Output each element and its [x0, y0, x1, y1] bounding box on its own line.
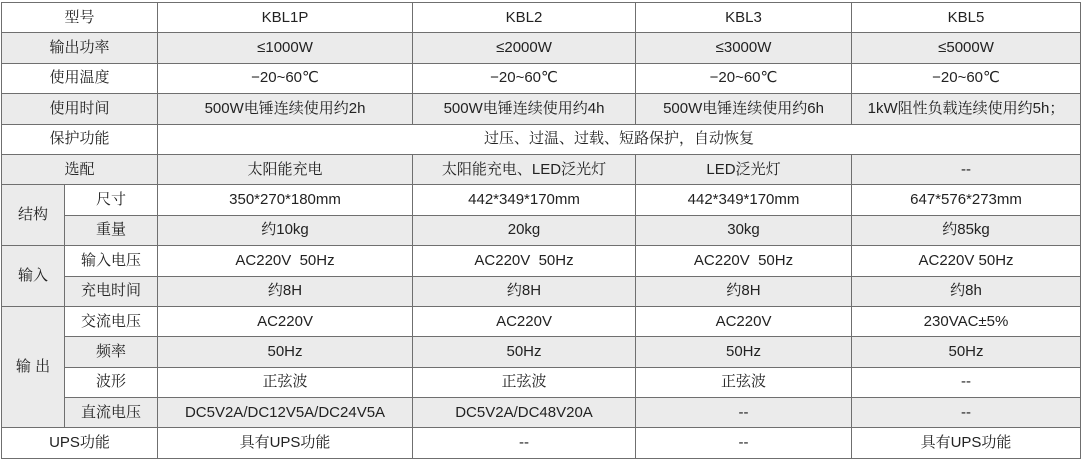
- row-label: 使用温度: [2, 63, 158, 93]
- cell: 230VAC±5%: [852, 306, 1081, 336]
- cell: --: [852, 398, 1081, 428]
- output-ac-voltage-row: [2, 306, 1081, 336]
- row-label: 直流电压: [65, 398, 158, 428]
- cell: −20~60℃: [158, 63, 413, 93]
- usage-time-row: [2, 94, 1081, 124]
- cell: 具有UPS功能: [852, 428, 1081, 459]
- group-label-output: 输 出: [2, 306, 65, 428]
- row-label: 输入电压: [65, 246, 158, 276]
- cell: --: [636, 428, 852, 459]
- cell: --: [636, 398, 852, 428]
- cell: 500W电锤连续使用约2h: [158, 94, 413, 124]
- row-label: 保护功能: [2, 124, 158, 154]
- row-label: 重量: [65, 215, 158, 245]
- cell: 约8H: [413, 276, 636, 306]
- cell: 350*270*180mm: [158, 185, 413, 215]
- output-frequency-row: [2, 337, 1081, 367]
- row-label: 使用时间: [2, 94, 158, 124]
- cell: 442*349*170mm: [413, 185, 636, 215]
- cell: 50Hz: [636, 337, 852, 367]
- cell: 约8h: [852, 276, 1081, 306]
- cell: --: [852, 154, 1081, 184]
- cell: AC220V 50Hz: [413, 246, 636, 276]
- row-label: 充电时间: [65, 276, 158, 306]
- cell: ≤5000W: [852, 33, 1081, 63]
- cell: ≤2000W: [413, 33, 636, 63]
- cell: AC220V: [413, 306, 636, 336]
- cell: −20~60℃: [852, 63, 1081, 93]
- structure-size-row: [2, 185, 1081, 215]
- cell: 500W电锤连续使用约4h: [413, 94, 636, 124]
- cell: --: [852, 367, 1081, 397]
- header-model-label: 型号: [2, 3, 158, 33]
- group-label-structure: 结构: [2, 185, 65, 246]
- cell: 500W电锤连续使用约6h: [636, 94, 852, 124]
- cell: 约10kg: [158, 215, 413, 245]
- cell: 太阳能充电: [158, 154, 413, 184]
- row-label: 尺寸: [65, 185, 158, 215]
- header-row: [2, 3, 1081, 33]
- cell: 30kg: [636, 215, 852, 245]
- cell: 太阳能充电、LED泛光灯: [413, 154, 636, 184]
- model-kbl1p: KBL1P: [158, 3, 413, 33]
- row-label: 频率: [65, 337, 158, 367]
- ups-row: [2, 428, 1081, 459]
- output-power-row: [2, 33, 1081, 63]
- cell: AC220V: [158, 306, 413, 336]
- input-charge-time-row: [2, 276, 1081, 306]
- spec-table: [1, 2, 1081, 459]
- cell: 647*576*273mm: [852, 185, 1081, 215]
- cell: 约8H: [636, 276, 852, 306]
- cell: 正弦波: [636, 367, 852, 397]
- cell: 1kW阻性负载连续使用约5h；: [852, 94, 1081, 124]
- output-dc-voltage-row: [2, 398, 1081, 428]
- cell: 20kg: [413, 215, 636, 245]
- cell: 具有UPS功能: [158, 428, 413, 459]
- cell: 442*349*170mm: [636, 185, 852, 215]
- cell: 50Hz: [852, 337, 1081, 367]
- input-voltage-row: [2, 246, 1081, 276]
- cell: 正弦波: [413, 367, 636, 397]
- row-label: 交流电压: [65, 306, 158, 336]
- structure-weight-row: [2, 215, 1081, 245]
- cell: LED泛光灯: [636, 154, 852, 184]
- cell: AC220V 50Hz: [636, 246, 852, 276]
- operating-temp-row: [2, 63, 1081, 93]
- cell: DC5V2A/DC12V5A/DC24V5A: [158, 398, 413, 428]
- cell: DC5V2A/DC48V20A: [413, 398, 636, 428]
- row-label: 选配: [2, 154, 158, 184]
- cell: AC220V 50Hz: [852, 246, 1081, 276]
- model-kbl5: KBL5: [852, 3, 1081, 33]
- output-waveform-row: [2, 367, 1081, 397]
- cell: 50Hz: [413, 337, 636, 367]
- cell: ≤1000W: [158, 33, 413, 63]
- cell: −20~60℃: [636, 63, 852, 93]
- protection-value: 过压、过温、过载、短路保护，自动恢复: [158, 124, 1081, 154]
- row-label: 波形: [65, 367, 158, 397]
- cell: −20~60℃: [413, 63, 636, 93]
- cell: AC220V 50Hz: [158, 246, 413, 276]
- row-label: 输出功率: [2, 33, 158, 63]
- cell: 正弦波: [158, 367, 413, 397]
- cell: 50Hz: [158, 337, 413, 367]
- group-label-input: 输入: [2, 246, 65, 307]
- cell: --: [413, 428, 636, 459]
- options-row: [2, 154, 1081, 184]
- cell: 约8H: [158, 276, 413, 306]
- model-kbl3: KBL3: [636, 3, 852, 33]
- cell: 约85kg: [852, 215, 1081, 245]
- row-label: UPS功能: [2, 428, 158, 459]
- model-kbl2: KBL2: [413, 3, 636, 33]
- cell: AC220V: [636, 306, 852, 336]
- protection-row: [2, 124, 1081, 154]
- cell: ≤3000W: [636, 33, 852, 63]
